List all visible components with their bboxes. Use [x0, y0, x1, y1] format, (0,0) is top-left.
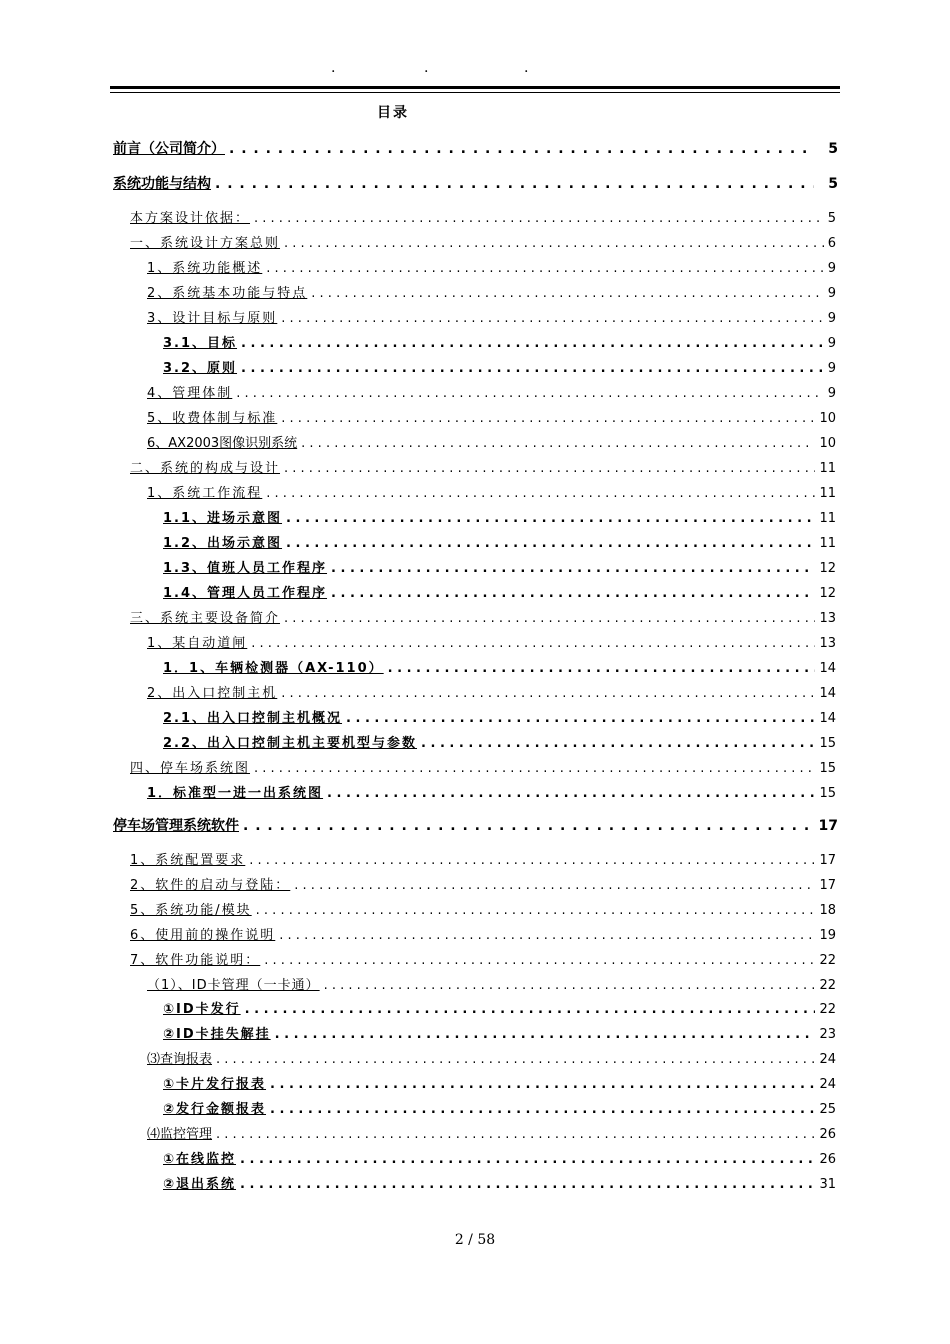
toc-entry[interactable] — [163, 998, 836, 1017]
toc-leader — [241, 361, 824, 376]
toc-leader — [284, 236, 824, 251]
toc-leader — [311, 286, 823, 301]
toc-entry[interactable] — [147, 974, 836, 993]
toc-leader — [264, 953, 815, 968]
toc-entry[interactable] — [147, 482, 836, 501]
toc-leader — [249, 853, 815, 868]
toc-entry[interactable] — [147, 682, 836, 701]
toc-entry-page: 22 — [819, 953, 836, 968]
toc-entry-label[interactable]: （1）、ID卡管理（一卡通） — [147, 978, 320, 993]
toc-entry-label[interactable]: 系统功能与结构 — [113, 176, 211, 192]
toc-entry-page: 14 — [819, 711, 836, 726]
toc-entry-label[interactable]: ①在线监控 — [163, 1152, 237, 1167]
toc-entry-page: 9 — [827, 336, 836, 351]
toc-entry[interactable] — [163, 1173, 836, 1192]
page-indicator: 2 / 58 — [454, 1232, 496, 1248]
toc-entry[interactable] — [130, 457, 836, 476]
toc-entry-label[interactable]: ①ID卡发行 — [163, 1002, 241, 1017]
toc-entry-label[interactable]: 本方案设计依据： — [130, 211, 251, 226]
toc-entry-page: 11 — [819, 511, 836, 526]
toc-entry-page: 10 — [819, 411, 836, 426]
toc-entry[interactable] — [163, 657, 836, 676]
toc-entry-page: 5 — [828, 176, 838, 192]
toc-entry[interactable] — [147, 307, 836, 326]
toc-entry-label[interactable]: 1.1、进场示意图 — [163, 511, 283, 526]
header-dot: . — [424, 60, 429, 76]
toc-entry[interactable] — [163, 1023, 836, 1042]
toc-entry-page: 5 — [828, 141, 838, 157]
toc-entry-page: 22 — [819, 978, 836, 993]
toc-entry-label[interactable]: ⑷监控管理 — [147, 1127, 213, 1142]
toc-entry-label[interactable]: 3.2、原则 — [163, 361, 238, 376]
toc-leader — [324, 978, 816, 993]
toc-entry-label[interactable]: 二、系统的构成与设计 — [130, 461, 281, 476]
toc-entry[interactable] — [163, 357, 836, 376]
toc-leader — [256, 903, 816, 918]
toc-entry-page: 26 — [819, 1127, 836, 1142]
toc-entry-page: 9 — [827, 386, 836, 401]
header-rule-thick — [110, 86, 840, 89]
toc-entry[interactable] — [163, 1073, 836, 1092]
toc-entry[interactable] — [130, 207, 836, 226]
toc-entry[interactable] — [147, 1123, 836, 1142]
toc-entry-label[interactable]: 4、管理体制 — [147, 386, 233, 401]
toc-entry[interactable] — [163, 507, 836, 526]
toc-entry[interactable] — [147, 782, 836, 801]
toc-entry-page: 24 — [819, 1052, 836, 1067]
toc-leader — [216, 1127, 815, 1142]
toc-entry-page: 5 — [827, 211, 836, 226]
toc-leader — [284, 461, 815, 476]
toc-leader — [281, 411, 815, 426]
toc-entry[interactable] — [163, 732, 836, 751]
toc-entry-page: 17 — [819, 853, 836, 868]
toc-entry-page: 17 — [819, 878, 836, 893]
toc-entry-page: 14 — [819, 661, 836, 676]
toc-entry-label[interactable]: 三、系统主要设备简介 — [130, 611, 281, 626]
toc-entry[interactable] — [163, 1148, 836, 1167]
toc-leader — [327, 786, 815, 801]
toc-leader — [241, 336, 824, 351]
toc-entry-page: 12 — [819, 586, 836, 601]
toc-entry-label[interactable]: 1、系统配置要求 — [130, 853, 246, 868]
toc-entry-label[interactable]: 2、软件的启动与登陆： — [130, 878, 291, 893]
toc-entry-page: 9 — [827, 361, 836, 376]
toc-leader — [216, 1052, 815, 1067]
toc-entry[interactable] — [147, 282, 836, 301]
toc-entry[interactable] — [147, 407, 836, 426]
toc-leader — [229, 141, 814, 157]
toc-entry[interactable] — [130, 899, 836, 918]
toc-leader — [388, 661, 816, 676]
toc-leader — [270, 1077, 815, 1092]
toc-entry[interactable] — [130, 232, 836, 251]
toc-leader — [275, 1027, 816, 1042]
header-dots — [0, 60, 950, 80]
toc-entry-label[interactable]: ②发行金额报表 — [163, 1102, 267, 1117]
toc-entry[interactable] — [163, 707, 836, 726]
toc-leader — [236, 386, 823, 401]
toc-entry-label[interactable]: 6、使用前的操作说明 — [130, 928, 276, 943]
toc-entry-page: 12 — [819, 561, 836, 576]
toc-entry-page: 15 — [819, 786, 836, 801]
toc-leader — [240, 1152, 815, 1167]
toc-entry[interactable] — [130, 949, 836, 968]
toc-leader — [240, 1177, 815, 1192]
toc-entry-label[interactable]: 2.2、出入口控制主机主要机型与参数 — [163, 736, 418, 751]
toc-entry-page: 26 — [819, 1152, 836, 1167]
toc-entry-page: 31 — [819, 1177, 836, 1192]
toc-leader — [245, 1002, 816, 1017]
toc-entry-label[interactable]: 一、系统设计方案总则 — [130, 236, 281, 251]
toc-entry-page: 6 — [827, 236, 836, 251]
toc-leader — [266, 261, 823, 276]
toc-entry[interactable] — [130, 607, 836, 626]
toc-leader — [215, 176, 814, 192]
toc-entry-label[interactable]: ②ID卡挂失解挂 — [163, 1027, 271, 1042]
toc-leader — [284, 611, 815, 626]
toc-entry-label[interactable]: 停车场管理系统软件 — [113, 818, 239, 834]
toc-entry-label[interactable]: 2.1、出入口控制主机概况 — [163, 711, 343, 726]
toc-leader — [286, 511, 815, 526]
toc-entry-label[interactable]: 6、AX2003图像识别系统 — [147, 436, 298, 451]
toc-entry[interactable] — [163, 582, 836, 601]
toc-entry[interactable] — [147, 632, 836, 651]
toc-entry-page: 13 — [819, 636, 836, 651]
toc-entry[interactable] — [163, 532, 836, 551]
toc-leader — [331, 586, 815, 601]
toc-entry-label[interactable]: ②退出系统 — [163, 1177, 237, 1192]
toc-entry[interactable] — [130, 849, 836, 868]
toc-entry[interactable] — [113, 138, 838, 158]
toc-entry-page: 9 — [827, 261, 836, 276]
toc-leader — [301, 436, 815, 451]
toc-entry[interactable] — [130, 924, 836, 943]
toc-entry-label[interactable]: 1．1、车辆检测器（AX-110） — [163, 661, 384, 676]
toc-leader — [346, 711, 815, 726]
toc-leader — [254, 211, 824, 226]
toc-leader — [331, 561, 815, 576]
toc-entry[interactable] — [147, 1048, 836, 1067]
toc-leader — [254, 761, 815, 776]
header-dot: . — [331, 60, 336, 76]
toc-entry-page: 25 — [819, 1102, 836, 1117]
header-dot: . — [524, 60, 529, 76]
toc-entry[interactable] — [113, 173, 838, 193]
toc-leader — [270, 1102, 815, 1117]
toc-entry-page: 13 — [819, 611, 836, 626]
toc-entry-page: 9 — [827, 286, 836, 301]
toc-entry-page: 14 — [819, 686, 836, 701]
toc-leader — [281, 311, 823, 326]
toc-entry-page: 10 — [819, 436, 836, 451]
toc-leader — [281, 686, 815, 701]
toc-entry-page: 22 — [819, 1002, 836, 1017]
toc-entry-label[interactable]: 2、出入口控制主机 — [147, 686, 278, 701]
toc-entry-label[interactable]: 1．标准型一进一出系统图 — [147, 786, 324, 801]
toc-leader — [243, 818, 814, 834]
toc-entry-page: 19 — [819, 928, 836, 943]
toc-entry-label[interactable]: 2、系统基本功能与特点 — [147, 286, 308, 301]
toc-entry-label[interactable]: 1、系统工作流程 — [147, 486, 263, 501]
toc-leader — [251, 636, 815, 651]
toc-entry-label[interactable]: 3.1、目标 — [163, 336, 238, 351]
toc-entry-page: 9 — [827, 311, 836, 326]
toc-entry-label[interactable]: 1、系统功能概述 — [147, 261, 263, 276]
toc-entry[interactable] — [130, 874, 836, 893]
toc-entry-label[interactable]: 四、停车场系统图 — [130, 761, 251, 776]
toc-entry-label[interactable]: 1.3、值班人员工作程序 — [163, 561, 328, 576]
toc-entry-page: 11 — [819, 536, 836, 551]
toc-entry[interactable] — [163, 332, 836, 351]
toc-entry-label[interactable]: ⑶查询报表 — [147, 1052, 213, 1067]
toc-entry-label[interactable]: 1.4、管理人员工作程序 — [163, 586, 328, 601]
toc-entry[interactable] — [163, 1098, 836, 1117]
toc-entry-page: 23 — [819, 1027, 836, 1042]
toc-entry-page: 24 — [819, 1077, 836, 1092]
toc-entry-label[interactable]: 1、某自动道闸 — [147, 636, 248, 651]
toc-entry-label[interactable]: 3、设计目标与原则 — [147, 311, 278, 326]
toc-leader — [286, 536, 815, 551]
toc-entry[interactable] — [147, 382, 836, 401]
toc-leader — [266, 486, 815, 501]
toc-entry[interactable] — [113, 815, 838, 835]
toc-entry-page: 15 — [819, 761, 836, 776]
toc-entry[interactable] — [147, 432, 836, 451]
toc-entry-label[interactable]: 5、系统功能/模块 — [130, 903, 252, 918]
toc-title: 目录 — [377, 105, 409, 121]
toc-leader — [294, 878, 815, 893]
toc-entry-page: 11 — [819, 486, 836, 501]
toc-entry[interactable] — [130, 757, 836, 776]
header-rule-thin — [110, 92, 840, 93]
toc-entry-page: 18 — [819, 903, 836, 918]
toc-entry-page: 11 — [819, 461, 836, 476]
toc-entry-label[interactable]: ①卡片发行报表 — [163, 1077, 267, 1092]
toc-entry-label[interactable]: 7、软件功能说明： — [130, 953, 261, 968]
toc-entry-label[interactable]: 前言（公司简介） — [113, 141, 225, 157]
toc-leader — [421, 736, 815, 751]
toc-entry-page: 17 — [818, 818, 838, 834]
toc-entry-label[interactable]: 5、收费体制与标准 — [147, 411, 278, 426]
toc-entry[interactable] — [163, 557, 836, 576]
toc-entry-label[interactable]: 1.2、出场示意图 — [163, 536, 283, 551]
toc-entry-page: 15 — [819, 736, 836, 751]
toc-entry[interactable] — [147, 257, 836, 276]
toc-leader — [279, 928, 815, 943]
